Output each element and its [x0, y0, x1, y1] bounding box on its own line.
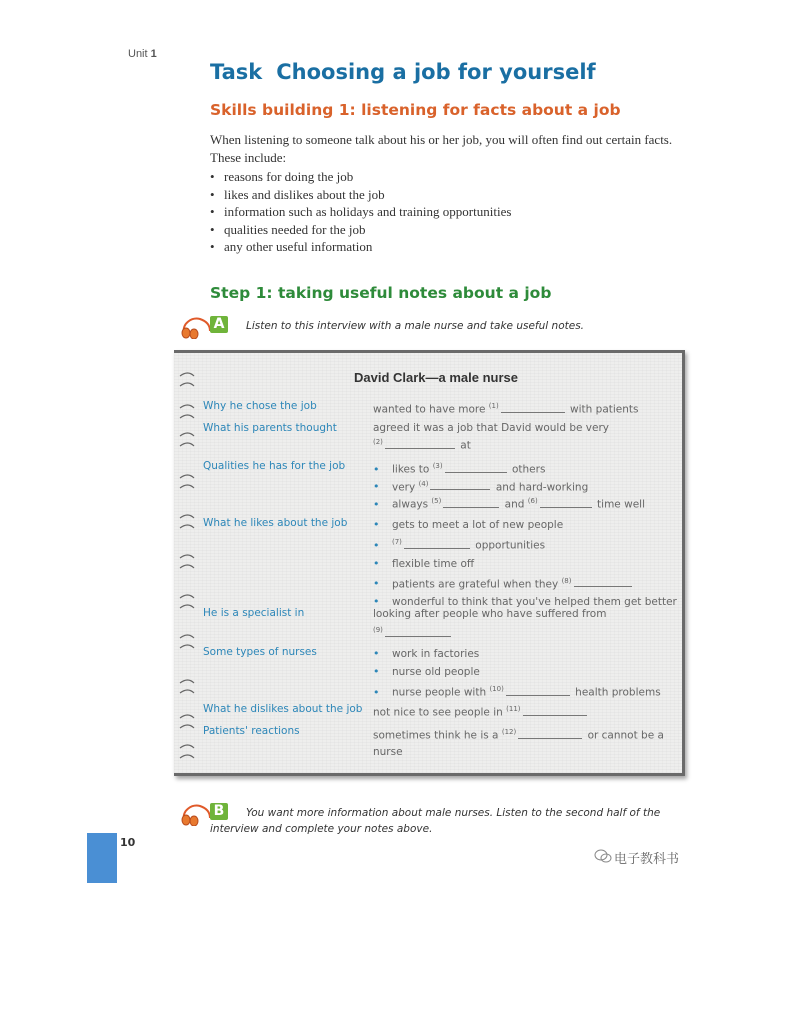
page-title: Task Choosing a job for yourself — [210, 60, 596, 84]
answer-parents: agreed it was a job that David would be very $^{(2)}$ at — [373, 422, 609, 452]
skills-heading: Skills building 1: listening for facts about a job — [210, 101, 621, 119]
label-specialist: He is a specialist in — [203, 607, 305, 619]
answer-dislikes: not nice to see people in $^{(11)}$ — [373, 702, 589, 720]
list-item: • reasons for doing the job — [210, 168, 511, 186]
step-heading: Step 1: taking useful notes about a job — [210, 284, 552, 302]
unit-label: Unit 1 — [128, 48, 157, 60]
activity-b-instruction-line1: You want more information about male nurses. Listen to the second half of the — [246, 807, 661, 819]
watermark-text: 电子教科书 — [614, 852, 680, 867]
list-item: • any other useful information — [210, 238, 511, 256]
answer-likes: • gets to meet a lot of new people • $^{(7)}$ opportunities • flexible time off • patients are grateful when they $^{(8)}$ • wonderful to think that you've helped them get better — [373, 518, 677, 608]
activity-a-instruction: Listen to this interview with a male nurse and take useful notes. — [246, 320, 584, 332]
page-tab — [87, 833, 117, 883]
label-parents: What his parents thought — [203, 422, 337, 434]
label-why: Why he chose the job — [203, 400, 317, 412]
label-types: Some types of nurses — [203, 646, 317, 658]
answer-types: • work in factories • nurse old people • nurse people with $^{(10)}$ health problems — [373, 647, 661, 699]
answer-specialist: looking after people who have suffered from $^{(9)}$ — [373, 606, 606, 642]
activity-b-instruction-line2: interview and complete your notes above. — [210, 823, 433, 835]
label-likes: What he likes about the job — [203, 517, 348, 529]
answer-why: wanted to have more $^{(1)}$ with patients — [373, 402, 639, 416]
intro-paragraph: When listening to someone talk about his or her job, you will often find out certain facts. These include: — [210, 132, 673, 165]
list-item: • information such as holidays and training opportunities — [210, 203, 511, 221]
headphones-icon — [180, 315, 214, 339]
list-item: • likes and dislikes about the job — [210, 186, 511, 204]
answer-qualities: • likes to $^{(3)}$ others • very $^{(4)}$ and hard-working • always $^{(5)}$ and $^{(6)}$ time well — [373, 462, 645, 511]
answer-reactions: sometimes think he is a $^{(12)}$ or cannot be a nurse — [373, 728, 664, 758]
page-number: 10 — [120, 836, 136, 849]
notebook-title: David Clark—a male nurse — [354, 370, 519, 385]
label-reactions: Patients' reactions — [203, 725, 300, 737]
headphones-icon — [180, 802, 214, 826]
activity-a-badge: A — [210, 316, 228, 333]
label-qualities: Qualities he has for the job — [203, 460, 346, 472]
label-dislikes: What he dislikes about the job — [203, 703, 363, 715]
spiral-binding-icon — [176, 358, 198, 768]
list-item: • qualities needed for the job — [210, 221, 511, 239]
wechat-icon — [594, 849, 612, 863]
activity-b-badge: B — [210, 803, 228, 820]
facts-list — [210, 168, 511, 256]
